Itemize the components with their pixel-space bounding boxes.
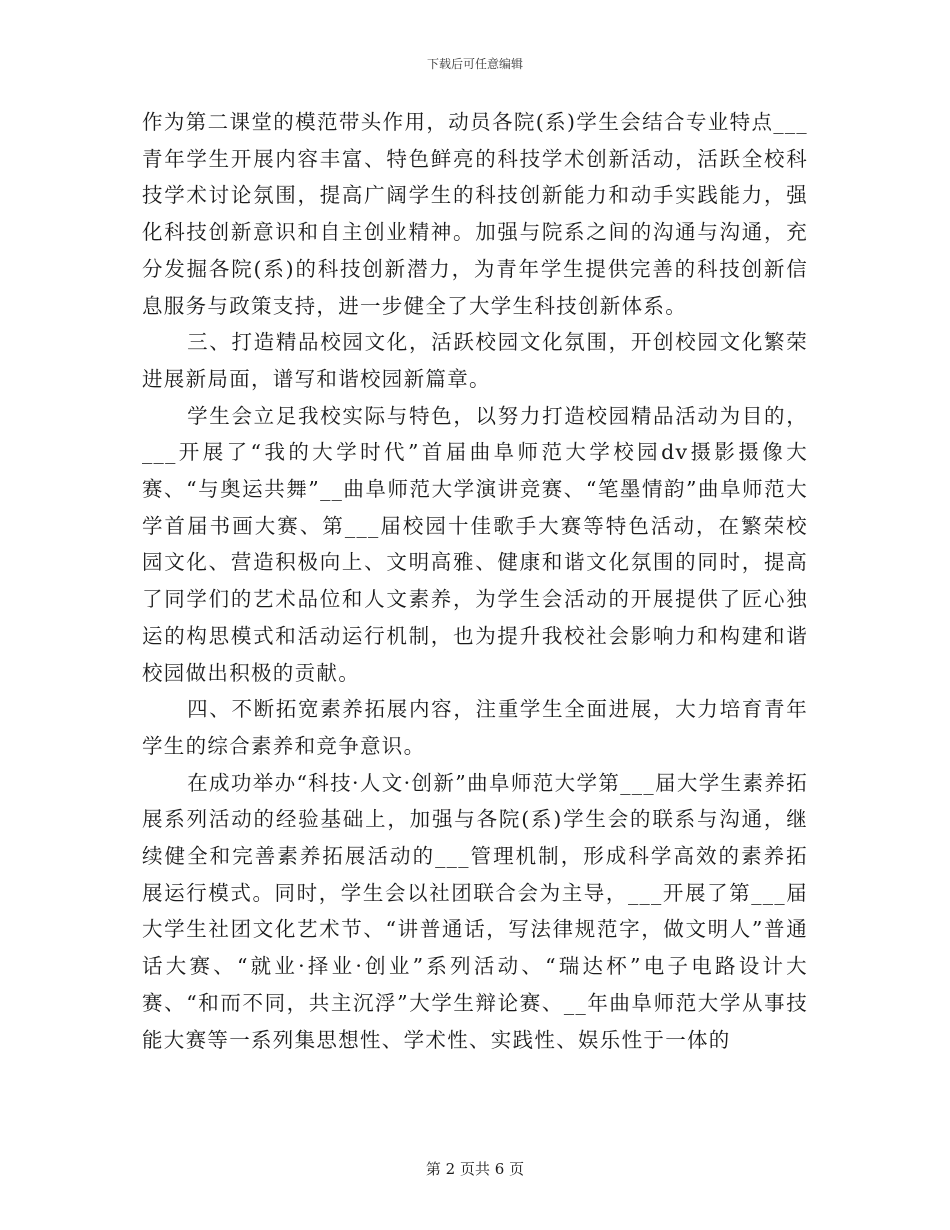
paragraph-science-innovation: 作为第二课堂的模范带头作用，动员各院(系)学生会结合专业特点___青年学生开展内容丰富、特色鲜亮的科技学术创新活动，活跃全校科技学术讨论氛围，提高广阔学生的科技创新能力和动手实践能力，强化科技创新意识和自主创业精神。加强与院系之间的沟通与沟通，充分发掘各院(系)的科技创新潜力，为青年学生提供完善的科技创新信息服务与政策支持，进一步健全了大学生科技创新体系。 xyxy=(142,110,808,318)
paragraph-heading-quality-development: 四、不断拓宽素养拓展内容，注重学生全面进展，大力培育青年学生的综合素养和竞争意识。 xyxy=(142,697,808,758)
document-body xyxy=(142,104,808,1058)
page-header-note: 下载后可任意编辑 xyxy=(426,57,523,71)
paragraph-heading-campus-culture: 三、打造精品校园文化，活跃校园文化氛围，开创校园文化繁荣进展新局面，谱写和谐校园新篇章。 xyxy=(142,330,808,391)
paragraph-campus-culture-activities: 学生会立足我校实际与特色，以努力打造校园精品活动为目的，___开展了“我的大学时代”首届曲阜师范大学校园dv摄影摄像大赛、“与奥运共舞”__曲阜师范大学演讲竞赛、“笔墨情韵”曲阜师范大学首届书画大赛、第___届校园十佳歌手大赛等特色活动，在繁荣校园文化、营造积极向上、文明高雅、健康和谐文化氛围的同时，提高了同学们的艺术品位和人文素养，为学生会活动的开展提供了匠心独运的构思模式和活动运行机制，也为提升我校社会影响力和构建和谐校园做出积极的贡献。 xyxy=(142,403,808,685)
page-number-footer: 第 2 页共 6 页 xyxy=(425,1160,525,1178)
paragraph-quality-development-activities: 在成功举办“科技·人文·创新”曲阜师范大学第___届大学生素养拓展系列活动的经验基础上，加强与各院(系)学生会的联系与沟通，继续健全和完善素养拓展活动的___管理机制，形成科学高效的素养拓展运行模式。同时，学生会以社团联合会为主导，___开展了第___届大学生社团文化艺术节、“讲普通话，写法律规范字，做文明人”普通话大赛、“就业·择业·创业”系列活动、“瑞达杯”电子电路设计大赛、“和而不同，共主沉浮”大学生辩论赛、__年曲阜师范大学从事技能大赛等一系列集思想性、学术性、实践性、娱乐性于一体的 xyxy=(142,770,808,1052)
